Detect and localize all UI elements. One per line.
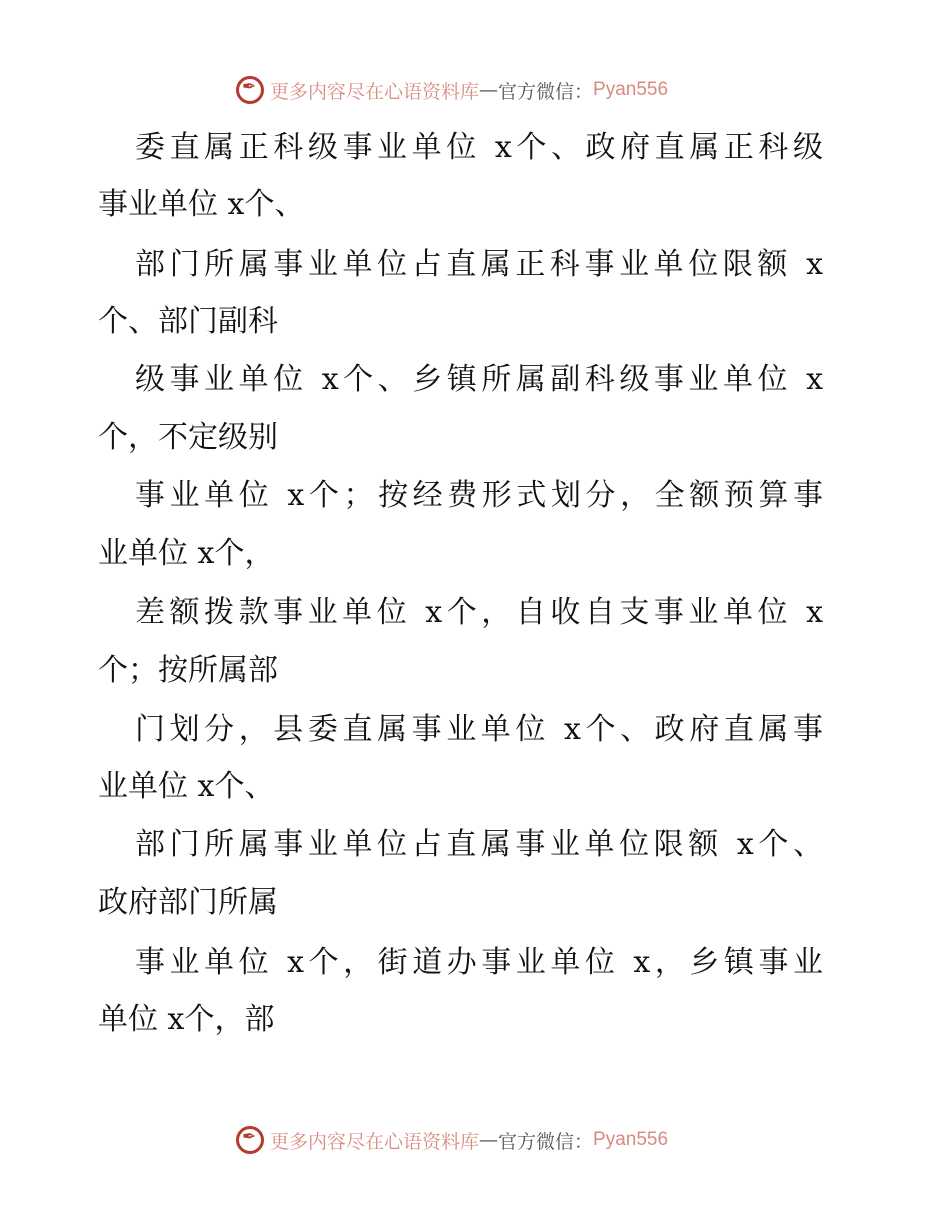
text-line: 级事业单位 x个、乡镇所属副科级事业单位 x	[135, 362, 823, 397]
watermark-site: 更多内容尽在心语资料库	[270, 80, 480, 103]
pen-logo-icon	[236, 76, 264, 104]
watermark-sep: —	[479, 1129, 499, 1151]
text-line: 个；按所属部	[98, 653, 278, 688]
watermark-site: 更多内容尽在心语资料库	[270, 1130, 480, 1153]
watermark-wechat-id: Pyan556	[593, 79, 669, 100]
text-line: 事业单位 x个、	[98, 187, 305, 222]
footer-watermark	[236, 1123, 668, 1157]
text-line: 事业单位 x个，街道办事业单位 x，乡镇事业	[135, 945, 823, 980]
watermark-wechat-label: 官方微信：	[498, 80, 594, 103]
watermark-wechat-label: 官方微信：	[498, 1130, 594, 1153]
watermark-wechat-id: Pyan556	[593, 1129, 669, 1150]
text-line: 业单位 x个，	[98, 536, 275, 571]
text-line: 门划分，县委直属事业单位 x个、政府直属事	[135, 712, 823, 747]
watermark-sep: —	[479, 79, 499, 101]
header-watermark	[236, 73, 668, 107]
text-line: 单位 x个，部	[98, 1002, 275, 1037]
text-line: 个，不定级别	[98, 420, 278, 455]
text-line: 委直属正科级事业单位 x个、政府直属正科级	[135, 130, 823, 165]
text-line: 部门所属事业单位占直属正科事业单位限额 x	[135, 247, 823, 282]
text-line: 个、部门副科	[98, 304, 278, 339]
text-line: 政府部门所属	[98, 885, 278, 920]
text-line: 事业单位 x个；按经费形式划分，全额预算事	[135, 478, 823, 513]
text-line: 部门所属事业单位占直属事业单位限额 x个、	[135, 827, 823, 862]
text-line: 业单位 x个、	[98, 769, 275, 804]
text-line: 差额拨款事业单位 x个，自收自支事业单位 x	[135, 595, 823, 630]
pen-logo-icon	[236, 1126, 264, 1154]
